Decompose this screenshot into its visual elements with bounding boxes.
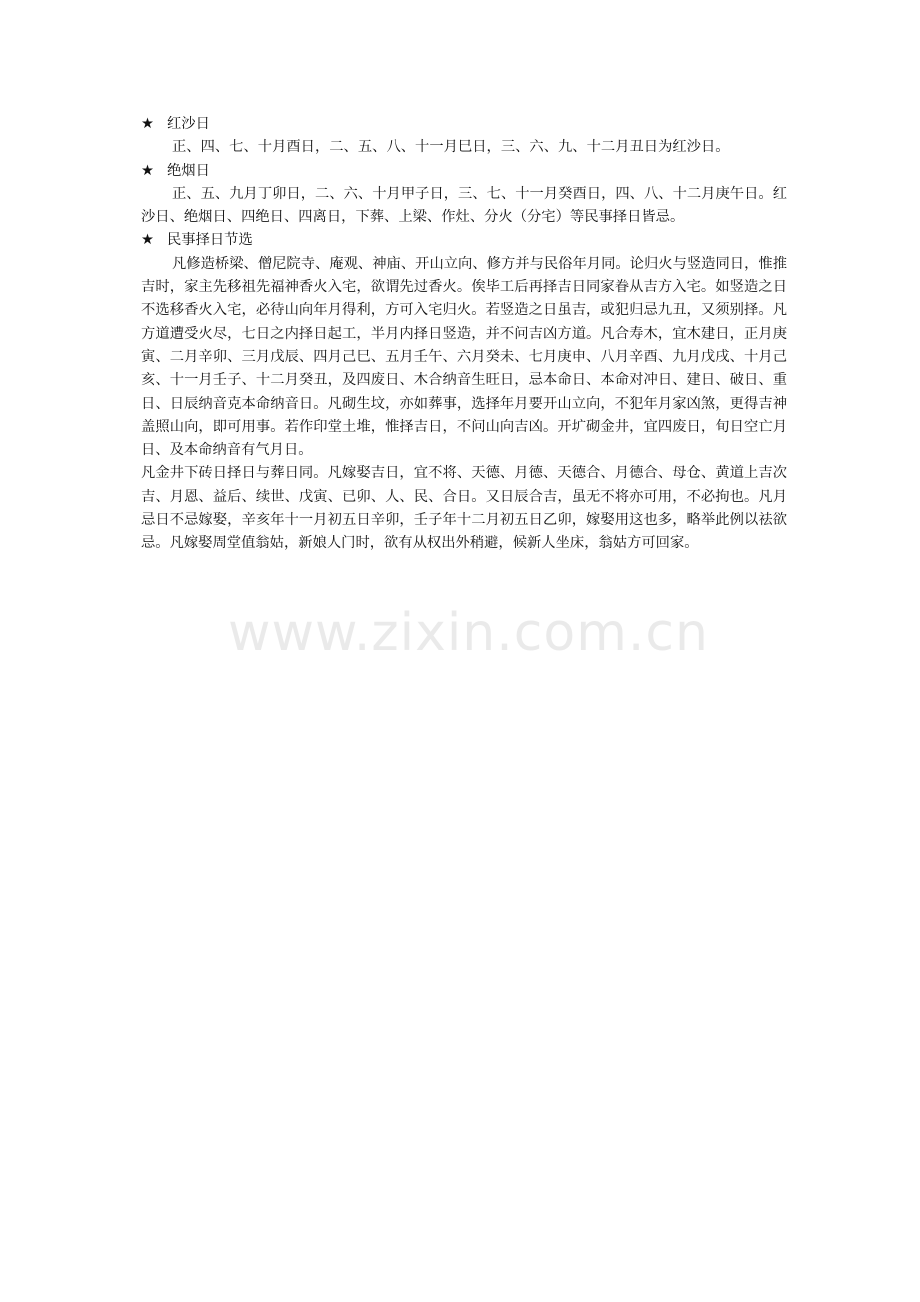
section-heading-hongsha [141,113,787,136]
heading-text: 绝烟日 [167,162,210,179]
star-icon: ★ [141,116,154,132]
paragraph-minshi: 凡修造桥梁、僧尼院寺、庵观、神庙、开山立向、修方并与民俗年月同。论归火与竖造同日，惟推吉时，家主先移祖先福神香火入宅，欲谓先过香火。俟毕工后再择吉日同家眷从吉方入宅。如竖造之日不选移香火入宅，必待山向年月得利，方可入宅归火。若竖造之日虽吉，或犯归忌九丑，又须别择。凡方道遭受火尽，七日之内择日起工，半月内择日竖造，并不问吉凶方道。凡合寿木，宜木建日，正月庚寅、二月辛卯、三月戊辰、四月己巳、五月壬午、六月癸未、七月庚申、八月辛酉、九月戊戌、十月己亥、十一月壬子、十二月癸丑，及四废日、木合纳音生旺日，忌本命日、本命对冲日、建日、破日、重日、日辰纳音克本命纳音日。凡砌生坟，亦如葬事，选择年月要开山立向，不犯年月家凶煞，更得吉神盖照山向，即可用事。若作印堂土堆，惟择吉日，不问山向吉凶。开圹砌金井，宜四废日，旬日空亡月日、及本命纳音有气月日。 [141,255,787,459]
star-icon: ★ [141,232,154,249]
document-body [141,113,787,556]
section-heading-minshi [141,229,787,252]
star-icon: ★ [141,162,154,179]
heading-text: 民事择日节选 [167,232,253,249]
paragraph-hongsha: 正、四、七、十月酉日，二、五、八、十一月巳日，三、六、九、十二月丑日为红沙日。 [172,139,730,156]
paragraph-jueyan: 正、五、九月丁卯日，二、六、十月甲子日，三、七、十一月癸酉日，四、八、十二月庚午日。红沙日、绝烟日、四绝日、四离日，下葬、上梁、作灶、分火（分宅）等民事择日皆忌。 [141,185,787,226]
paragraph-jiaqu: 凡金井下砖日择日与葬日同。凡嫁娶吉日，宜不将、天德、月德、天德合、月德合、母仓、黄道上吉次吉、月恩、益后、续世、戊寅、已卯、人、民、合日。又日辰合吉，虽无不将亦可用，不必拘也。凡月忌日不忌嫁娶，辛亥年十一月初五日辛卯，壬子年十二月初五日乙卯，嫁娶用这也多，略举此例以祛欲忌。凡嫁娶周堂值翁姑，新娘人门时，欲有从权出外稍避，候新人坐床，翁姑方可回家。 [141,465,787,552]
watermark-text: www.zixin.com.cn [228,603,709,663]
heading-text: 红沙日 [167,116,210,132]
section-heading-jueyan [141,160,787,183]
